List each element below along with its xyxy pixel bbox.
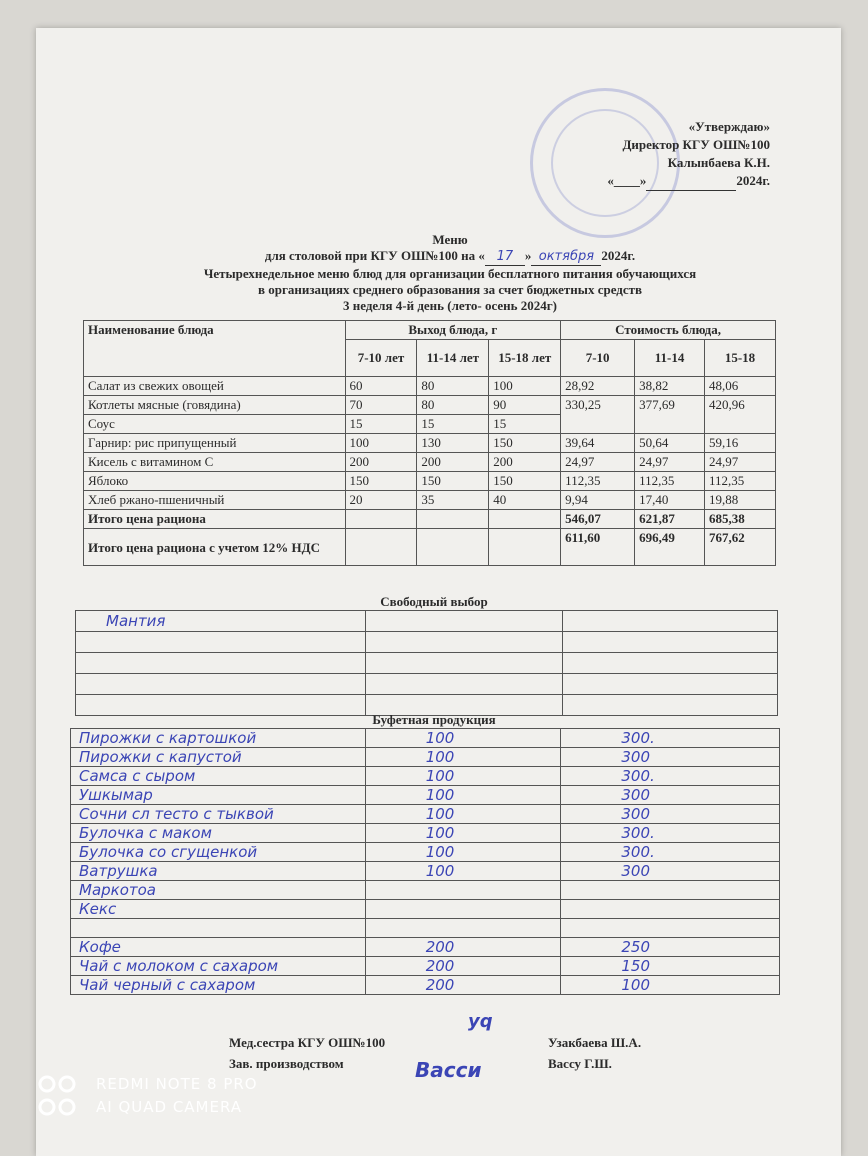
table-row (71, 881, 780, 900)
table-row (71, 805, 780, 824)
dish-name: Яблоко (84, 472, 346, 491)
col-header-cost: Стоимость блюда, (561, 321, 776, 340)
subtitle-line: 3 неделя 4-й день (лето- осень 2024г) (342, 298, 558, 313)
total-cost: 621,87 (635, 510, 705, 529)
dish-weight: 70 (345, 396, 417, 415)
table-row (71, 843, 780, 862)
buffet-table (70, 728, 780, 995)
buffet-item-name: Маркотоа (71, 881, 366, 900)
subtitle-line: Четырехнедельное меню блюд для организации бесплатного питания обучающихся (203, 266, 697, 281)
total-cost: 546,07 (561, 510, 635, 529)
nurse-name: Узакбаева Ш.А. (548, 1035, 642, 1050)
dish-weight: 15 (489, 415, 561, 434)
table-row (84, 396, 776, 415)
dish-weight: 150 (489, 472, 561, 491)
dish-weight: 80 (417, 377, 489, 396)
buffet-item-name: Пирожки с картошкой (71, 729, 366, 748)
menu-date-line: для столовой при КГУ ОШ№100 на « 17 » октября 2024г. (264, 248, 636, 264)
dish-weight: 60 (345, 377, 417, 396)
table-row (76, 611, 778, 632)
dish-cost: 9,94 (561, 491, 635, 510)
dish-cost: 377,69 (635, 396, 705, 434)
dish-weight: 150 (345, 472, 417, 491)
col-header-age: 15-18 лет (489, 340, 561, 377)
col-header-age: 7-10 (561, 340, 635, 377)
dish-cost: 330,25 (561, 396, 635, 434)
table-row (71, 976, 780, 995)
table-row (71, 748, 780, 767)
dish-weight: 150 (417, 472, 489, 491)
table-row (84, 453, 776, 472)
table-row (84, 472, 776, 491)
buffet-title: Буфетная продукция (372, 712, 496, 727)
buffet-item-price: 100 (561, 976, 780, 995)
total-vat-label: Итого цена рациона с учетом 12% НДС (84, 529, 346, 566)
table-row (71, 862, 780, 881)
buffet-item-price: 300. (561, 729, 780, 748)
dish-cost: 24,97 (705, 453, 776, 472)
table-row (71, 919, 780, 938)
dish-name: Соус (84, 415, 346, 434)
dish-weight: 80 (417, 396, 489, 415)
buffet-item-weight: 200 (365, 938, 561, 957)
approval-line: Калынбаева К.Н. (667, 155, 770, 170)
table-row (76, 653, 778, 674)
head-name: Вассу Г.Ш. (548, 1056, 612, 1071)
dish-weight: 100 (345, 434, 417, 453)
table-header-row (84, 321, 776, 340)
dish-cost: 59,16 (705, 434, 776, 453)
buffet-item-weight (365, 881, 561, 900)
buffet-item-weight: 200 (365, 957, 561, 976)
buffet-item-name: Ватрушка (71, 862, 366, 881)
dish-weight: 200 (345, 453, 417, 472)
buffet-item-name (71, 919, 366, 938)
col-header-output: Выход блюда, г (345, 321, 561, 340)
table-row (71, 786, 780, 805)
head-signature: Васси (415, 1058, 482, 1082)
buffet-item-name: Кофе (71, 938, 366, 957)
approval-block (607, 118, 770, 191)
dish-name: Котлеты мясные (говядина) (84, 396, 346, 415)
handwritten-month: октября (531, 249, 601, 266)
buffet-item-price: 300. (561, 767, 780, 786)
dish-cost: 28,92 (561, 377, 635, 396)
table-row (71, 729, 780, 748)
dish-weight: 15 (345, 415, 417, 434)
col-header-age: 11-14 (635, 340, 705, 377)
total-vat-cost: 696,49 (635, 529, 705, 566)
table-row (84, 377, 776, 396)
dish-weight: 200 (417, 453, 489, 472)
dish-cost: 112,35 (635, 472, 705, 491)
buffet-item-price: 300 (561, 748, 780, 767)
buffet-item-price (561, 881, 780, 900)
dish-name: Гарнир: рис припущенный (84, 434, 346, 453)
buffet-item-weight: 100 (365, 805, 561, 824)
total-vat-cost: 767,62 (705, 529, 776, 566)
buffet-item-weight: 100 (365, 729, 561, 748)
buffet-item-price: 300 (561, 805, 780, 824)
buffet-item-weight: 100 (365, 843, 561, 862)
camera-logo-icon (36, 1073, 80, 1117)
dish-weight: 20 (345, 491, 417, 510)
dish-name: Салат из свежих овощей (84, 377, 346, 396)
dish-weight: 35 (417, 491, 489, 510)
buffet-item-name: Чай с молоком с сахаром (71, 957, 366, 976)
handwritten-day: 17 (485, 249, 525, 266)
dish-cost: 38,82 (635, 377, 705, 396)
dish-weight: 40 (489, 491, 561, 510)
buffet-item-name: Самса с сыром (71, 767, 366, 786)
dish-weight: 100 (489, 377, 561, 396)
table-row (71, 824, 780, 843)
menu-table (83, 320, 776, 566)
dish-cost: 24,97 (635, 453, 705, 472)
buffet-item-weight: 100 (365, 824, 561, 843)
buffet-item-weight: 100 (365, 862, 561, 881)
col-header-age: 15-18 (705, 340, 776, 377)
buffet-item-weight: 100 (365, 767, 561, 786)
dish-weight: 150 (489, 434, 561, 453)
table-row (71, 900, 780, 919)
total-vat-cost: 611,60 (561, 529, 635, 566)
buffet-item-name: Сочни сл тесто с тыквой (71, 805, 366, 824)
buffet-item-name: Пирожки с капустой (71, 748, 366, 767)
table-row (71, 767, 780, 786)
dish-cost: 39,64 (561, 434, 635, 453)
col-header-age: 11-14 лет (417, 340, 489, 377)
page-title: Меню (432, 232, 468, 247)
buffet-item-name: Булочка с маком (71, 824, 366, 843)
buffet-item-name: Булочка со сгущенкой (71, 843, 366, 862)
table-row (76, 674, 778, 695)
dish-weight: 200 (489, 453, 561, 472)
dish-name: Кисель с витамином С (84, 453, 346, 472)
dish-weight: 15 (417, 415, 489, 434)
approval-line: Директор КГУ ОШ№100 (622, 137, 770, 152)
table-row (84, 434, 776, 453)
buffet-item-weight: 100 (365, 786, 561, 805)
buffet-item-price: 250 (561, 938, 780, 957)
approval-line: «Утверждаю» (688, 119, 770, 134)
buffet-item-price: 300 (561, 862, 780, 881)
head-role: Зав. производством (229, 1056, 344, 1071)
table-row (71, 938, 780, 957)
buffet-item-name: Кекс (71, 900, 366, 919)
free-choice-table (75, 610, 778, 716)
dish-weight: 90 (489, 396, 561, 415)
table-row (71, 957, 780, 976)
dish-cost: 17,40 (635, 491, 705, 510)
buffet-item-weight (365, 900, 561, 919)
dish-weight: 130 (417, 434, 489, 453)
total-label: Итого цена рациона (84, 510, 346, 529)
table-row (84, 491, 776, 510)
dish-cost: 24,97 (561, 453, 635, 472)
watermark-camera: AI QUAD CAMERA (96, 1098, 243, 1116)
total-cost: 685,38 (705, 510, 776, 529)
total-vat-row (84, 529, 776, 566)
buffet-item-name: Ушкымар (71, 786, 366, 805)
buffet-item-price (561, 900, 780, 919)
menu-title-block (120, 232, 780, 314)
buffet-item-price: 150 (561, 957, 780, 976)
dish-cost: 50,64 (635, 434, 705, 453)
buffet-item-price: 300. (561, 824, 780, 843)
buffet-item-price (561, 919, 780, 938)
buffet-item-name: Чай черный с сахаром (71, 976, 366, 995)
subtitle-line: в организациях среднего образования за счет бюджетных средств (257, 282, 643, 297)
free-choice-title: Свободный выбор (380, 594, 488, 609)
dish-cost: 420,96 (705, 396, 776, 434)
approval-date: «____» 2024г. (607, 172, 770, 191)
dish-cost: 48,06 (705, 377, 776, 396)
total-row (84, 510, 776, 529)
buffet-item-price: 300 (561, 786, 780, 805)
watermark-model: REDMI NOTE 8 PRO (96, 1075, 258, 1093)
dish-cost: 112,35 (705, 472, 776, 491)
buffet-item-weight: 200 (365, 976, 561, 995)
col-header-name: Наименование блюда (84, 321, 346, 377)
buffet-item-price: 300. (561, 843, 780, 862)
dish-name: Хлеб ржано-пшеничный (84, 491, 346, 510)
handwritten-item: Мантия (76, 611, 366, 632)
buffet-item-weight (365, 919, 561, 938)
dish-cost: 112,35 (561, 472, 635, 491)
dish-cost: 19,88 (705, 491, 776, 510)
col-header-age: 7-10 лет (345, 340, 417, 377)
buffet-item-weight: 100 (365, 748, 561, 767)
nurse-role: Мед.сестра КГУ ОШ№100 (229, 1035, 386, 1050)
table-row (76, 632, 778, 653)
nurse-signature: уq (468, 1011, 493, 1032)
